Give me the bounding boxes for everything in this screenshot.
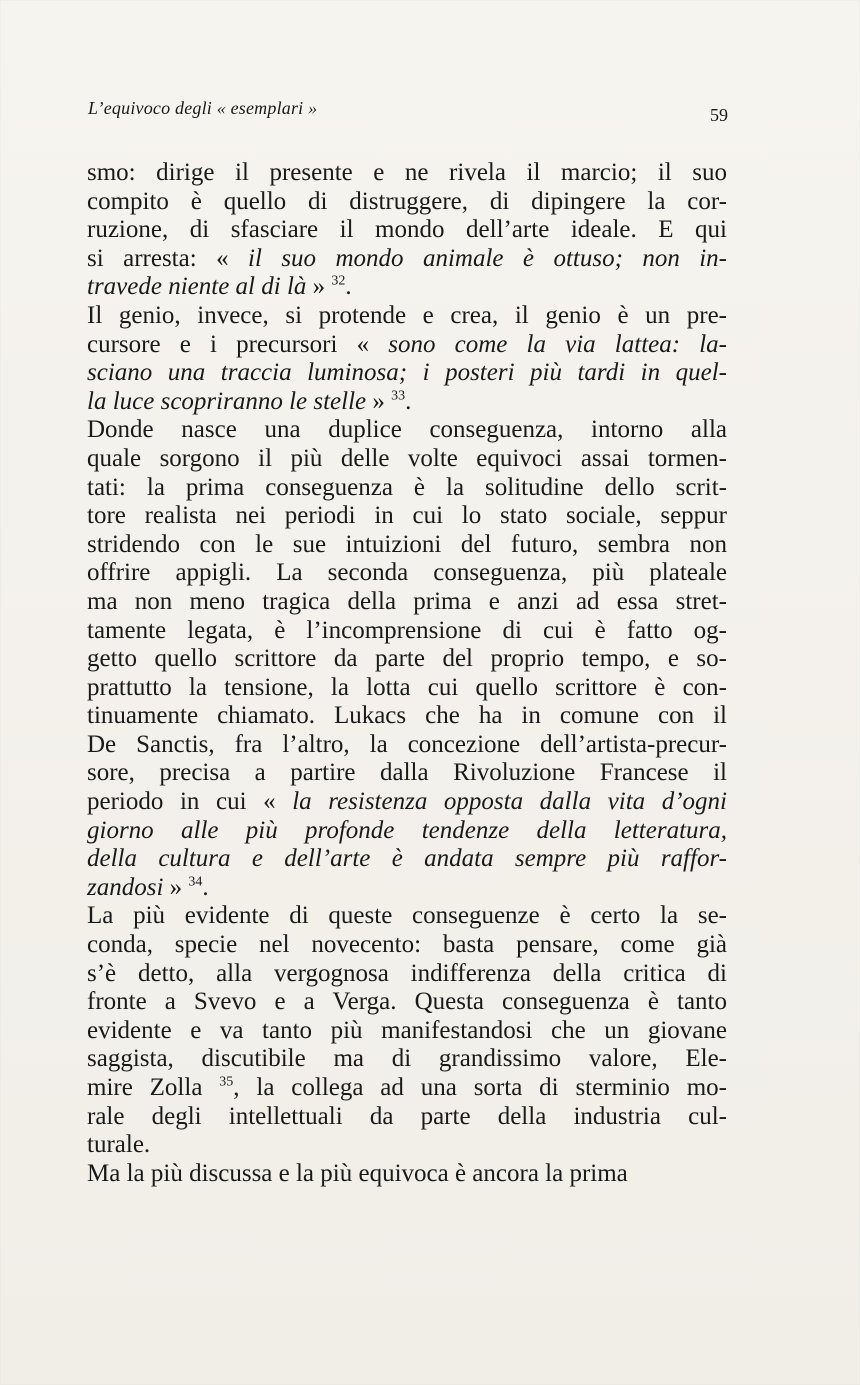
text-line: fronte a Svevo e a Verga. Questa conseguenza è tanto: [87, 988, 727, 1016]
text-line: tati: la prima conseguenza è la solitudine dello scrit-: [87, 473, 727, 501]
text-line: turale.: [87, 1131, 151, 1159]
text-line: ma non meno tragica della prima e anzi ad essa stret-: [87, 587, 727, 615]
text-line: offrire appigli. La seconda conseguenza, più plateale: [87, 559, 727, 587]
text-line: cursore e i precursori « sono come la via lattea: la-: [87, 330, 727, 358]
text-line: sciano una traccia luminosa; i posteri più tardi in quel-: [87, 359, 727, 387]
text-line: De Sanctis, fra l’altro, la concezione dell’artista-precur-: [87, 730, 727, 758]
text-line: stridendo con le sue intuizioni del futuro, sembra non: [87, 530, 727, 558]
text-line: saggista, discutibile ma di grandissimo valore, Ele-: [87, 1045, 727, 1073]
text-line: travede niente al di là » $^{32}$.: [87, 273, 352, 301]
text-line: rale degli intellettuali da parte della industria cul-: [87, 1102, 727, 1130]
text-line: s’è detto, alla vergognosa indifferenza della critica di: [87, 959, 727, 987]
text-line: evidente e va tanto più manifestandosi che un giovane: [87, 1016, 727, 1044]
text-line: della cultura e dell’arte è andata sempre più raffor-: [87, 845, 727, 873]
text-line: getto quello scrittore da parte del proprio tempo, e so-: [87, 645, 727, 673]
text-line: La più evidente di queste conseguenze è certo la se-: [87, 902, 727, 930]
text-line: prattutto la tensione, la lotta cui quello scrittore è con-: [87, 673, 727, 701]
text-line: compito è quello di distruggere, di dipingere la cor-: [87, 187, 727, 215]
text-line: periodo in cui « la resistenza opposta dalla vita d’ogni: [87, 788, 728, 816]
text-line: ruzione, di sfasciare il mondo dell’arte ideale. E qui: [87, 216, 727, 244]
text-line: smo: dirige il presente e ne rivela il marcio; il suo: [87, 159, 727, 186]
text-line: sore, precisa a partire dalla Rivoluzione Francese il: [87, 759, 727, 787]
text-line: giorno alle più profonde tendenze della letteratura,: [87, 816, 727, 844]
text-line: Donde nasce una duplice conseguenza, intorno alla: [87, 416, 727, 444]
text-line: tore realista nei periodi in cui lo stato sociale, seppur: [87, 502, 727, 530]
text-line: quale sorgono il più delle volte equivoci assai tormen-: [87, 444, 727, 472]
text-line: la luce scopriranno le stelle » $^{33}$.: [87, 387, 412, 415]
text-line: Il genio, invece, si protende e crea, il genio è un pre-: [87, 301, 727, 329]
text-line: mire Zolla $^{35}$, la collega ad una sorta di sterminio mo-: [87, 1074, 727, 1101]
text-line: Ma la più discussa e la più equivoca è ancora la prima: [87, 1159, 628, 1187]
text-line: zandosi » $^{34}$.: [87, 873, 209, 901]
text-line: si arresta: « il suo mondo animale è ottuso; non in-: [87, 244, 728, 272]
body-text: [87, 159, 727, 1188]
text-line: conda, specie nel novecento: basta pensare, come già: [87, 931, 727, 959]
text-line: tamente legata, è l’incomprensione di cui è fatto og-: [87, 616, 727, 644]
running-head-title: L’equivoco degli « esemplari »: [88, 98, 318, 118]
text-line: tinuamente chiamato. Lukacs che ha in comune con il: [87, 702, 727, 730]
page-number: 59: [710, 105, 728, 125]
